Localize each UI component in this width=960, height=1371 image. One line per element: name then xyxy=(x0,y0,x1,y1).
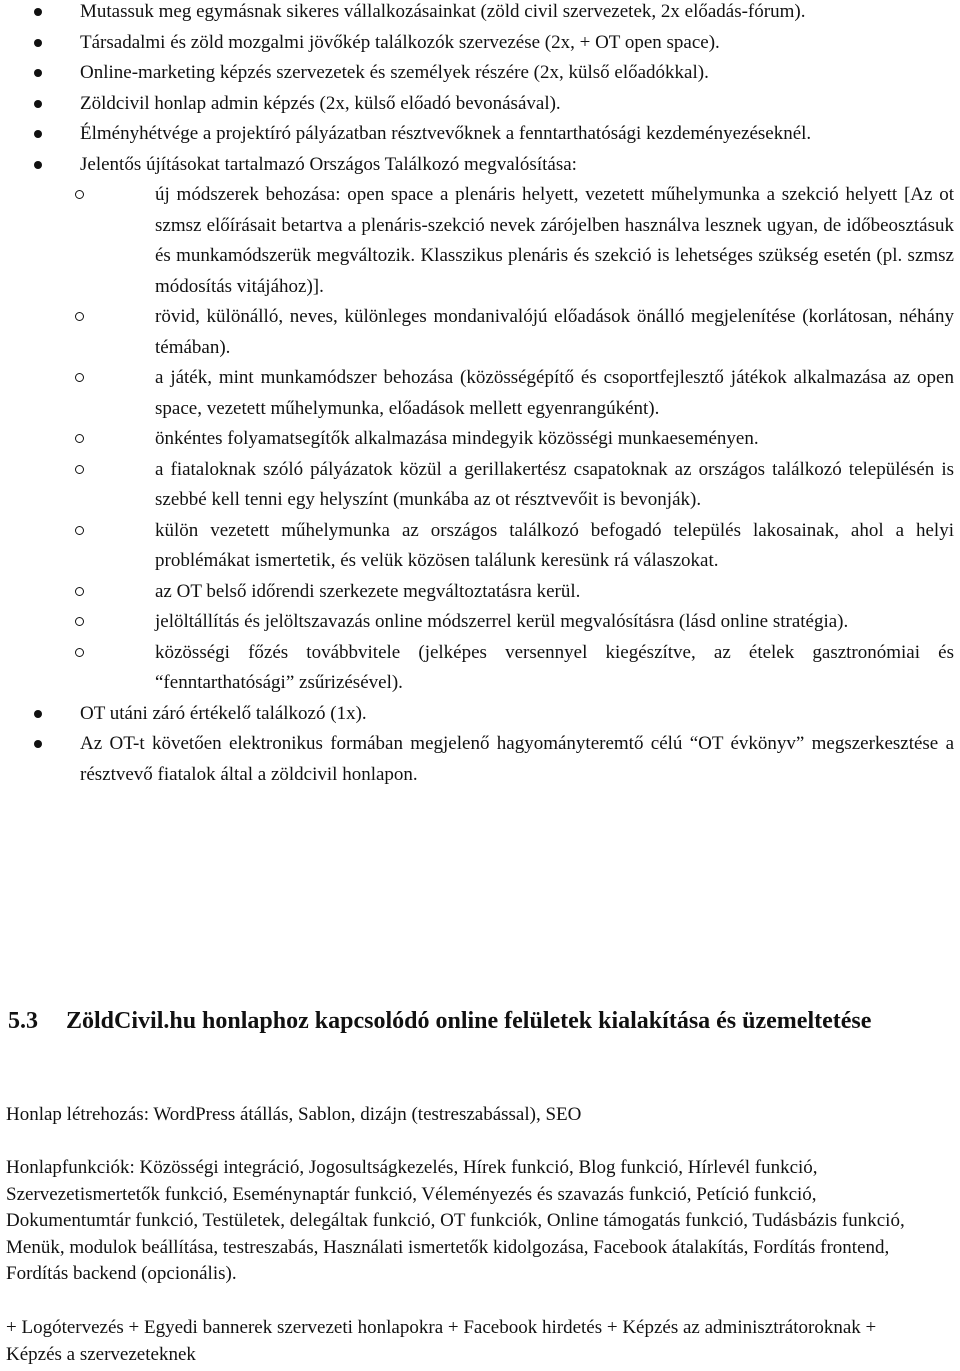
section-number: 5.3 xyxy=(8,1008,38,1034)
list-item: Az OT-t követően elektronikus formában megjelenő hagyományteremtő célú “OT évkönyv” megszerkesztése a résztvevő fiatalok által a zöldcivil honlapon. xyxy=(0,729,960,790)
section-heading xyxy=(8,1004,956,1039)
section-title: ZöldCivil.hu honlaphoz kapcsolódó online felületek kialakítása és üzemeltetése xyxy=(66,1008,872,1034)
list-item: Mutassuk meg egymásnak sikeres vállalkozásainkat (zöld civil szervezetek, 2x előadás-fórum). xyxy=(0,0,960,28)
sub-list-item: az OT belső időrendi szerkezete megváltoztatásra kerül. xyxy=(80,577,954,608)
sub-list-item: külön vezetett műhelymunka az országos találkozó befogadó település lakosainak, ahol a helyi problémákat ismertetik, és velük közösen találunk keresünk rá válaszokat. xyxy=(80,516,954,577)
sub-list-item: közösségi főzés továbbvitele (jelképes versennyel kiegészítve, az ételek gasztronómiai és “fenntarthatósági” zsűrizésével). xyxy=(80,638,954,699)
paragraph-website-functions: Honlapfunkciók: Közösségi integráció, Jogosultságkezelés, Hírek funkció, Blog funkció, Hírlevél funkció, Szervezetismertetők funkció, Eseménynaptár funkció, Véleményezés és szavazás funkció, Petíció funkció, Dokumentumtár funkció, Testületek, delegáltak funkció, OT funkciók, Online támogatás funkció, Tudásbázis funkció, Menük, modulok beállítása, testreszabás, Használati ismertetők kidolgozása, Facebook átalakítás, Fordítás frontend, Fordítás backend (opcionális). xyxy=(6,1157,905,1284)
list-item: Online-marketing képzés szervezetek és személyek részére (2x, külső előadókkal). xyxy=(0,58,960,89)
list-item: Társadalmi és zöld mozgalmi jövőkép találkozók szervezése (2x, + OT open space). xyxy=(0,28,960,59)
ot-sub-list xyxy=(80,180,954,699)
sub-list-item: a fiataloknak szóló pályázatok közül a gerillakertész csapatoknak az országos találkozó településén is szebbé kell tenni egy helyszínt (munkába az ot résztvevőit is bevonják). xyxy=(80,455,954,516)
sub-list-item: jelöltállítás és jelöltszavazás online módszerrel kerül megvalósításra (lásd online stratégia). xyxy=(80,607,954,638)
sub-list-item: a játék, mint munkamódszer behozása (közösségépítő és csoportfejlesztő játékok alkalmazása az open space, vezetett műhelymunka, előadások mellett egyenrangúként). xyxy=(80,363,954,424)
list-item: Élményhétvége a projektíró pályázatban résztvevőknek a fenntarthatósági kezdeményezéseknél. xyxy=(0,119,960,150)
ot-bullet-label: Jelentős újításokat tartalmazó Országos Találkozó megvalósítása: xyxy=(80,153,577,175)
sub-list-item: rövid, különálló, neves, különleges mondanivalójú előadások önálló megjelenítése (korlátosan, néhány témában). xyxy=(80,302,954,363)
sub-list-item: új módszerek behozása: open space a plenáris helyett, vezetett műhelymunka a szekció helyett [Az ot szmsz előírásait betartva a plenáris-szekció nevek zárójelben használva lesznek ugyan, de időbeosztásuk és munkamódszerük megváltozik. Klasszikus plenáris és szekció is lehetséges szükség esetén (pl. szmsz módosítás vitájához)]. xyxy=(80,180,954,302)
list-item: OT utáni záró értékelő találkozó (1x). xyxy=(0,699,960,730)
list-item-ot xyxy=(0,150,960,699)
paragraph-extras: + Logótervezés + Egyedi bannerek szervezeti honlapokra + Facebook hirdetés + Képzés az adminisztrátoroknak + Képzés a szervezeteknek xyxy=(6,1317,877,1365)
list-item: Zöldcivil honlap admin képzés (2x, külső előadó bevonásával). xyxy=(0,89,960,120)
paragraph-website-creation: Honlap létrehozás: WordPress átállás, Sablon, dizájn (testreszabással), SEO xyxy=(6,1104,582,1125)
sub-list-item: önkéntes folyamatsegítők alkalmazása mindegyik közösségi munkaeseményen. xyxy=(80,424,954,455)
